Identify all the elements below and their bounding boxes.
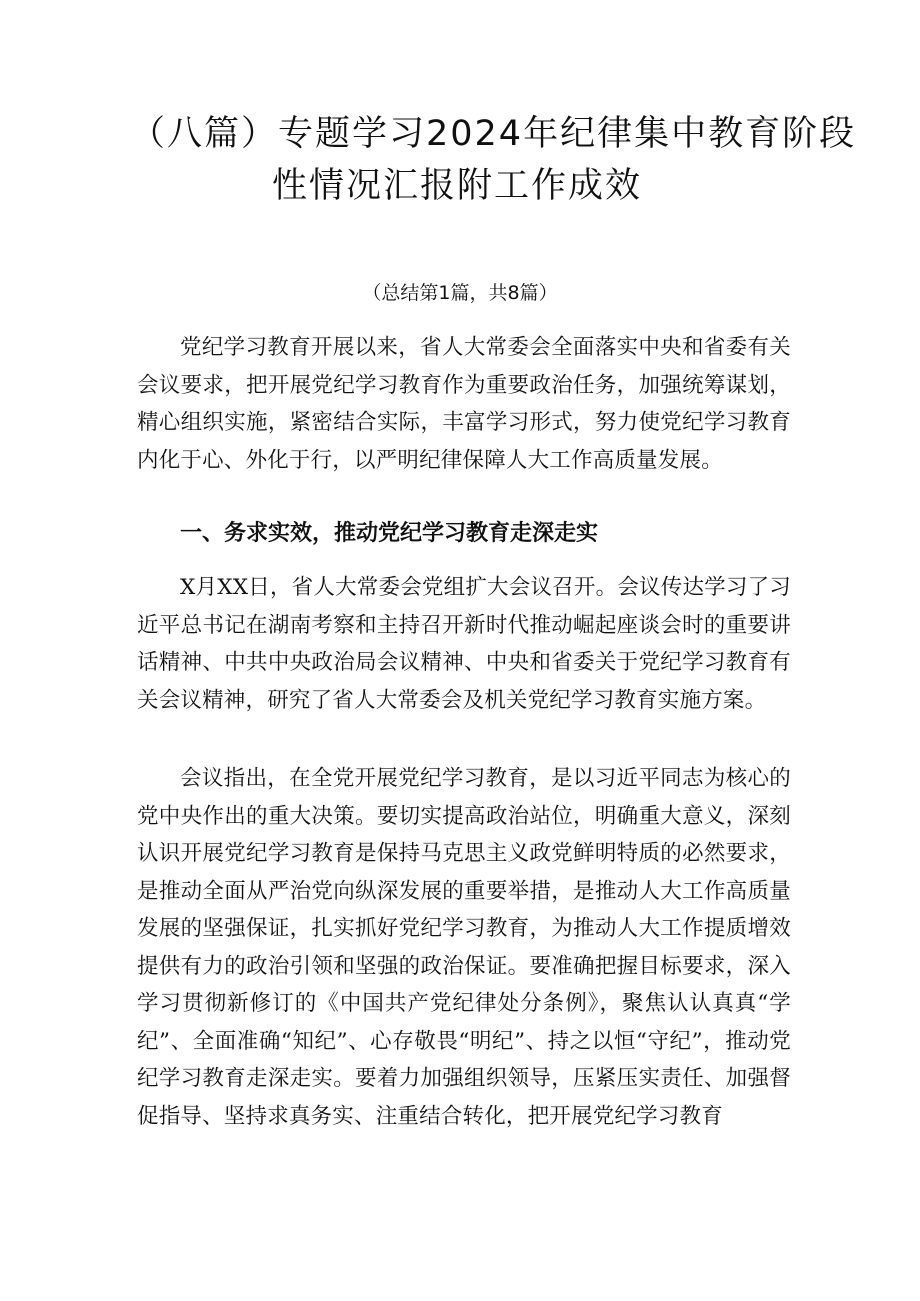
document-subtitle: （总结第1篇，共8篇） bbox=[362, 282, 558, 304]
paragraph-intro: 党纪学习教育开展以来，省人大常委会全面落实中央和省委有关会议要求，把开展党纪学习教育作为重要政治任务，加强统筹谋划，精心组织实施，紧密结合实际，丰富学习形式，努力使党纪学习教育内化于心、外化于行，以严明纪律保障人大工作高质量发展。 bbox=[137, 335, 791, 473]
document-title bbox=[130, 108, 857, 212]
paragraph-meeting-points: 会议指出，在全党开展党纪学习教育，是以习近平同志为核心的党中央作出的重大决策。要切实提高政治站位，明确重大意义，深刻认识开展党纪学习教育是保持马克思主义政党鲜明特质的必然要求，是推动全面从严治党向纵深发展的重要举措，是推动人大工作高质量发展的坚强保证，扎实抓好党纪学习教育，为推动人大工作提质增效提供有力的政治引领和坚强的政治保证。要准确把握目标要求，深入学习贯彻新修订的《中国共产党纪律处分条例》，聚焦认认真真“学纪”、全面准确“知纪”、心存敬畏“明纪”、持之以恒“守纪”，推动党纪学习教育走深走实。要着力加强组织领导，压紧压实责任、加强督促指导、坚持求真务实、注重结合转化，把开展党纪学习教育 bbox=[137, 766, 791, 1129]
section-heading-1: 一、务求实效，推动党纪学习教育走深走实 bbox=[180, 521, 599, 546]
paragraph-meeting: X月XX日，省人大常委会党组扩大会议召开。会议传达学习了习近平总书记在湖南考察和主持召开新时代推动崛起座谈会时的重要讲话精神、中共中央政治局会议精神、中央和省委关于党纪学习教育有关会议精神，研究了省人大常委会及机关党纪学习教育实施方案。 bbox=[137, 575, 791, 713]
document-title-line-2: 性情况汇报附工作成效 bbox=[272, 166, 643, 206]
document-title-line-1: （八篇）专题学习2024年纪律集中教育阶段 bbox=[130, 114, 857, 154]
